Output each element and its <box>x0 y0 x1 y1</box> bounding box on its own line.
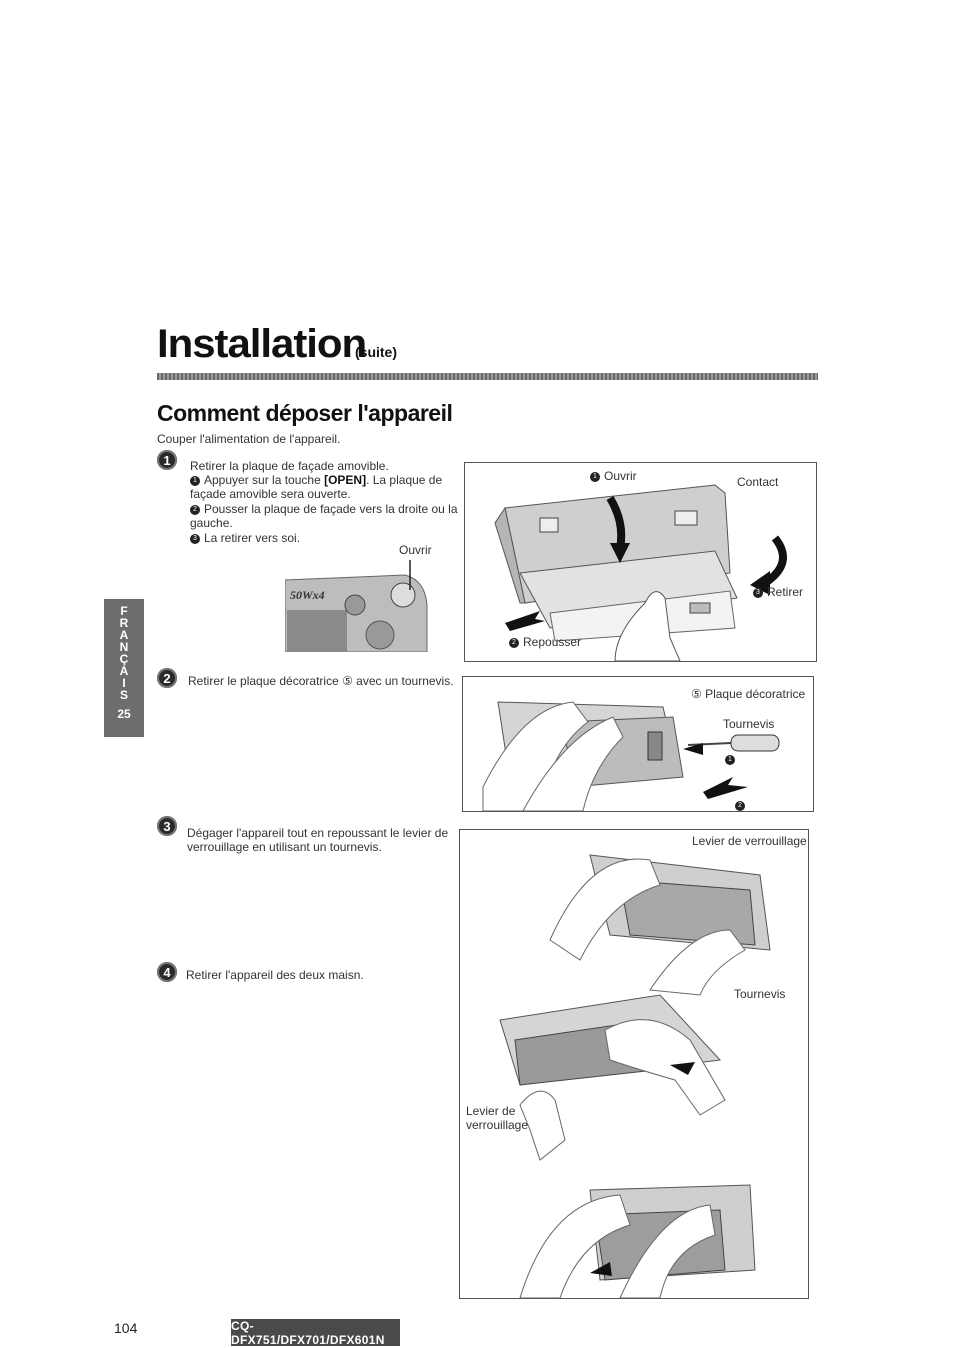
step-2-text: Retirer le plaque décoratrice ⑤ avec un tournevis. <box>188 674 454 688</box>
step-3-text: Dégager l'appareil tout en repoussant le levier de verrouillage en utilisant un tournevis. <box>187 826 449 854</box>
page-title: Installation <box>157 322 367 366</box>
page-title-suffix: (suite) <box>355 344 397 360</box>
step-1-badge: 1 <box>157 450 177 470</box>
side-letter: R <box>119 616 129 630</box>
side-letter: A <box>119 628 129 642</box>
side-letter: S <box>119 688 128 702</box>
side-letter: I <box>122 676 126 690</box>
model-number-bar: CQ-DFX751/DFX701/DFX601N <box>231 1319 400 1346</box>
step-1-text: Retirer la plaque de façade amovible. <box>190 459 389 473</box>
fig1-contact-label: Contact <box>737 475 779 489</box>
fig1-ouvrir-label: 1 Ouvrir <box>590 469 637 483</box>
section-title: Comment déposer l'appareil <box>157 400 453 426</box>
callout-3-badge: 3 <box>753 588 763 598</box>
fig3-levier2-label-line1: Levier de <box>466 1104 516 1118</box>
sub-number-badge: 1 <box>190 476 200 486</box>
fig2-callout-1 <box>725 751 739 769</box>
fig3-levier2-label-line2: verrouillage <box>466 1118 529 1132</box>
step-3-badge: 3 <box>157 816 177 836</box>
fig1-repousser-label: 2 Repousser <box>509 635 581 649</box>
callout-2-badge: 2 <box>509 638 519 648</box>
side-letter: F <box>120 604 128 618</box>
step-2-badge: 2 <box>157 668 177 688</box>
intro-text: Couper l'alimentation de l'appareil. <box>157 432 341 446</box>
sub-number-badge: 3 <box>190 534 200 544</box>
side-letter: A <box>119 664 129 678</box>
fig2-plaque-label: ⑤ Plaque décoratrice <box>691 687 806 701</box>
figure-remove-trim-plate <box>462 676 814 812</box>
fig2-tournevis-label: Tournevis <box>723 717 775 731</box>
step-1-sub-2: 2 Pousser la plaque de façade vers la droite ou la gauche. <box>190 502 458 530</box>
sub-number-badge: 2 <box>190 505 200 515</box>
step-1-sub-3: 3 La retirer vers soi. <box>190 531 460 545</box>
callout-1-badge: 1 <box>725 755 735 765</box>
side-letter: Ç <box>119 652 129 666</box>
faceplate-open-illustration <box>285 560 435 652</box>
small-fig-ouvrir-label: Ouvrir <box>399 543 432 557</box>
page-number: 104 <box>114 1320 138 1336</box>
language-side-tab <box>104 599 144 737</box>
figure-release-unit <box>459 829 809 1299</box>
callout-2-badge: 2 <box>735 801 745 811</box>
callout-1-badge: 1 <box>590 472 600 482</box>
fig1-retirer-label: 3 Retirer <box>753 585 803 599</box>
figure-remove-faceplate <box>464 462 817 662</box>
side-letter: N <box>119 640 129 654</box>
side-page-number: 25 <box>117 707 131 721</box>
power-rating-text: 50Wx4 <box>290 588 325 602</box>
fig3-levier-label: Levier de verrouillage <box>692 834 807 848</box>
step-1-sub-1: 1 Appuyer sur la touche [OPEN]. La plaque de façade amovible sera ouverte. <box>190 473 443 501</box>
fig2-callout-2 <box>735 797 749 815</box>
step-4-badge: 4 <box>157 962 177 982</box>
open-key-label: [OPEN] <box>324 473 367 487</box>
fig3-tournevis-label: Tournevis <box>734 987 786 1001</box>
step-4-text: Retirer l'appareil des deux maisn. <box>186 968 364 982</box>
title-rule <box>157 373 818 380</box>
